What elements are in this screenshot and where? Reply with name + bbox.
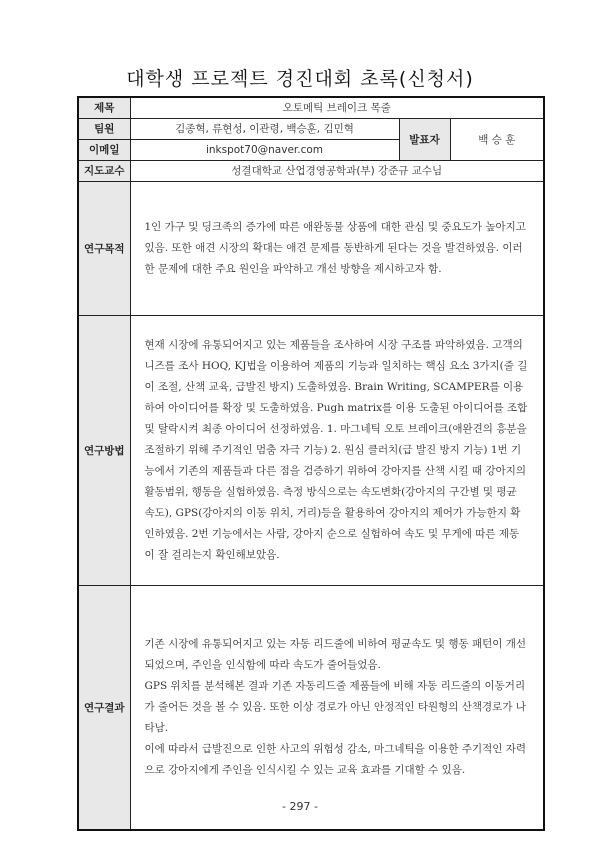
subject-label: 제목 (78, 97, 130, 118)
result-paragraph-2: GPS 위치를 분석해본 결과 기존 자동리드줄 제품들에 비해 자동 리드줄의 이동거리가 줄어든 것을 볼 수 있음. 또한 이상 경로가 아닌 안정적인 타원형의 산책경로가 나타남. (144, 679, 526, 734)
document-title: 대학생 프로젝트 경진대회 초록(신청서) (126, 68, 474, 90)
team-label: 팀원 (78, 118, 130, 139)
page-number: - 297 - (282, 800, 318, 813)
team-value: 김종혁, 류현성, 이관령, 백승훈, 김민혁 (130, 118, 399, 139)
purpose-label: 연구목적 (78, 181, 130, 315)
result-row (78, 585, 544, 830)
team-row (78, 118, 544, 139)
email-label: 이메일 (78, 139, 130, 160)
method-row (78, 315, 544, 585)
subject-row (78, 97, 544, 118)
result-text (130, 585, 544, 830)
email-value: inkspot70@naver.com (130, 139, 399, 160)
subject-value: 오토메틱 브레이크 목줄 (130, 97, 544, 118)
method-text (130, 315, 544, 585)
result-label: 연구결과 (78, 585, 130, 830)
result-paragraph-3: 이에 따라서 급발진으로 인한 사고의 위험성 감소, 마그네틱을 이용한 주기적인 자력으로 강아지에게 주인을 인식시킬 수 있는 교육 효과를 기대할 수 있음. (144, 742, 527, 776)
advisor-label: 지도교수 (78, 160, 130, 181)
presenter-label: 발표자 (399, 118, 450, 160)
method-paragraph: 현재 시장에 유통되어지고 있는 제품들을 조사하여 시장 구조를 파악하였음. 고객의 니즈를 조사 HOQ, KJ법을 이용하여 제품의 기능과 일치하는 핵심 요소 3가지(줄 길이 조절, 산책 교육, 급발진 방지) 도출하였음. Brain Writing, SCAMPER를 이용하여 아이디어를 확장 및 도출하였음. Pugh matrix를 이용 도출된 아이디어를 조합 및 탈락시켜 최종 아이디어 선정하였음. 1. 마그네틱 오토 브레이크(애완견의 흥분을 조절하기 위해 주기적인 멈춤 자극 기능) 2. 원심 클러치(급 발진 방지 기능) 1번 기능에서 기존의 제품들과 다른 점을 검증하기 위하여 강아지를 산책 시킬 때 강아지의 활동범위, 행동을 실험하였음. 측정 방식으로는 속도변화(강아지의 구간별 및 평균 속도), GPS(강아지의 이동 위치, 거리)등을 활용하여 강아지의 제어가 가능한지 확인하였음. 2번 기능에서는 사람, 강아지 순으로 실험하여 속도 및 무게에 따른 제동이 잘 걸리는지 확인해보았음. (144, 338, 528, 561)
result-paragraph-1: 기존 시장에 유통되어지고 있는 자동 리드줄에 비하여 평균속도 및 행동 패턴이 개선되었으며, 주인을 인식함에 따라 속도가 줄어들었음. (144, 637, 527, 671)
purpose-text (130, 181, 544, 315)
method-label: 연구방법 (78, 315, 130, 585)
presenter-value: 백 승 훈 (450, 118, 544, 160)
purpose-paragraph: 1인 가구 및 딩크족의 증가에 따른 애완동물 상품에 대한 관심 및 중요도가 높아지고 있음. 또한 애견 시장의 확대는 애견 문제를 동반하게 된다는 것을 발견하였음. 이러한 문제에 대한 주요 원인을 파악하고 개선 방향을 제시하고자 함. (144, 220, 526, 275)
advisor-row (78, 160, 544, 181)
abstract-table (77, 96, 545, 831)
advisor-value: 성결대학교 산업경영공학과(부) 강준규 교수님 (130, 160, 544, 181)
purpose-row (78, 181, 544, 315)
